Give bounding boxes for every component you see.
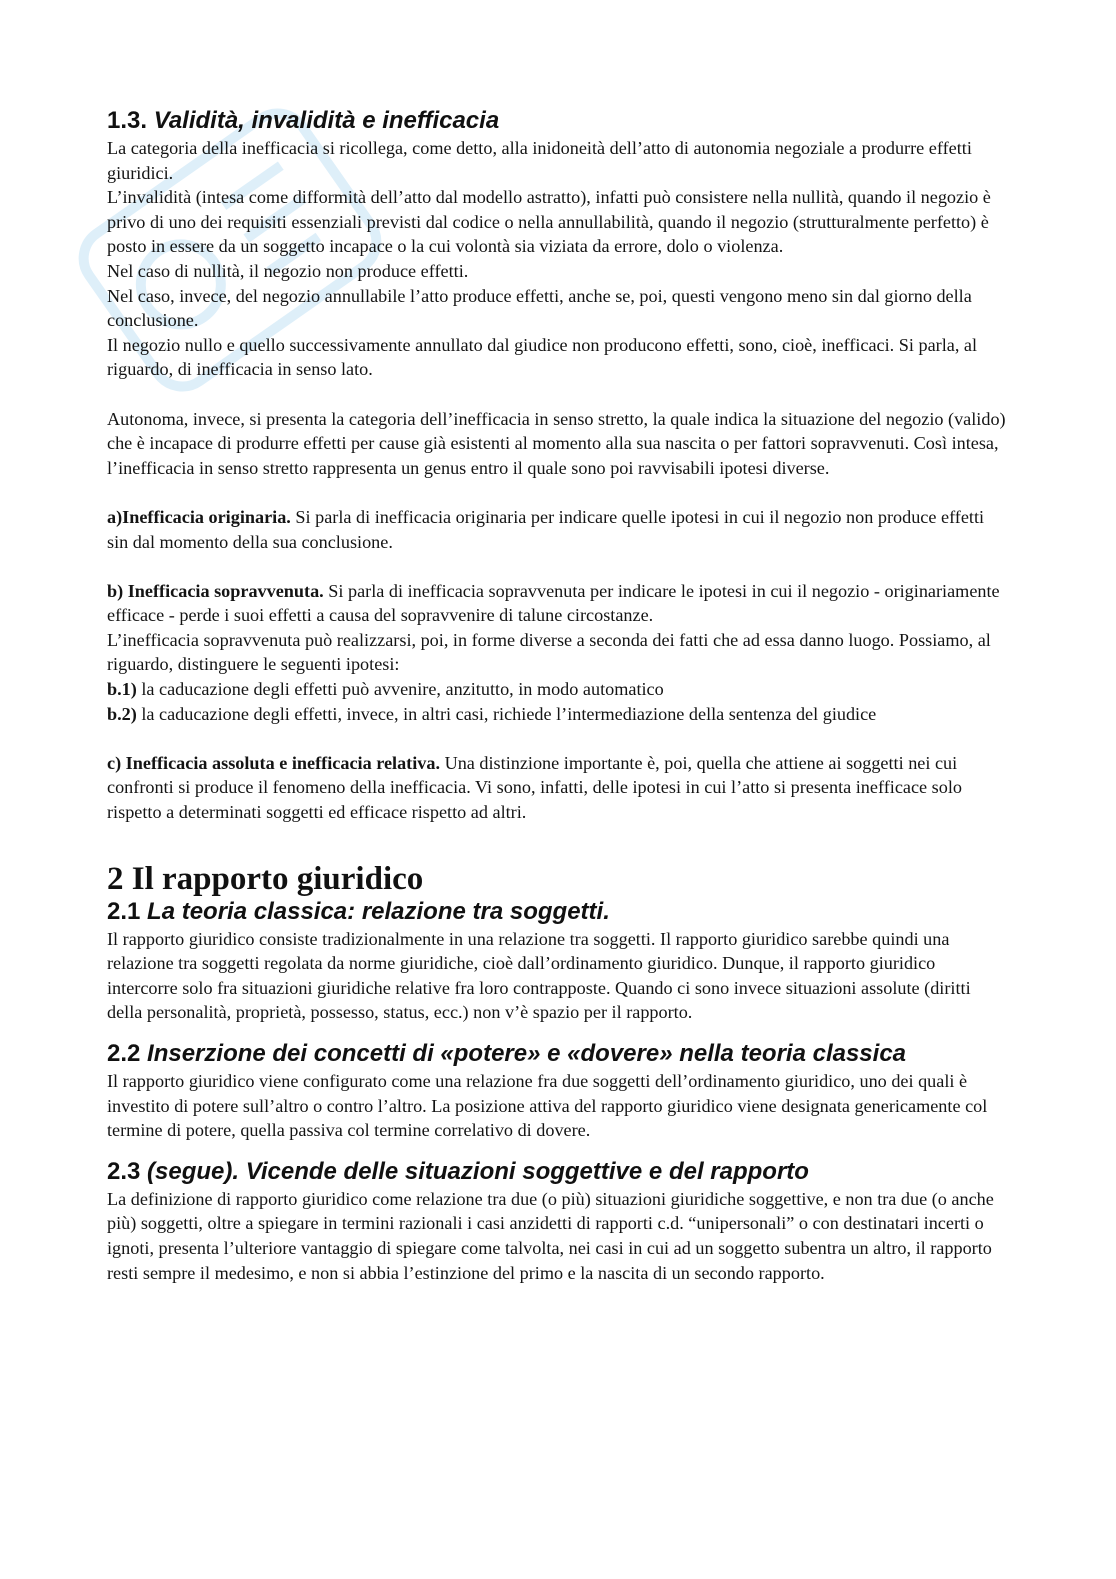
section-1-3-title: 1.3. Validità, invalidità e inefficacia [107,107,500,134]
paragraph: La definizione di rapporto giuridico come relazione tra due (o più) situazioni giuridiche soggettive, e non tra due (o anche più) soggetti, oltre a spiegare in termini razionali i casi anzidetti di rapporti c.d. “unipersonali” o con destinatari incerti o ignoti, presenta l’ulteriore vantaggio di spiegare come talvolta, nei casi in cui ad un soggetto subentra un altro, il rapporto resti sempre il medesimo, e non si abbia l’estinzione del primo e la nascita di un secondo rapporto. [107,1188,994,1283]
section-2-1-title: 2.1 La teoria classica: relazione tra soggetti. [107,897,610,925]
paragraph: Nel caso di nullità, il negozio non produce effetti. [107,260,469,281]
paragraph: Il rapporto giuridico consiste tradizionalmente in una relazione tra soggetti. Il rapporto giuridico sarebbe quindi una relazione tra soggetti regolata da norme giuridiche, cioè dall’ordinamento giuridico. Dunque, il rapporto giuridico intercorre solo fra situazioni giuridiche relative fra loro contrapposte. Quando ci sono invece situazioni assolute (diritti della personalità, proprietà, possesso, status, ecc.) non v’è spazio per il rapporto. [107,928,971,1023]
paragraph: La categoria della inefficacia si ricollega, come detto, alla inidoneità dell’atto di autonomia negoziale a produrre effetti giuridici. [107,138,972,183]
paragraph: Il negozio nullo e quello successivamente annullato dal giudice non producono effetti, sono, cioè, inefficaci. Si parla, al riguardo, di inefficacia in senso lato. [107,334,978,380]
list-item-a: a)Inefficacia originaria. Si parla di inefficacia originaria per indicare quelle ipotesi in cui il negozio non produce effetti sin dal momento della sua conclusione. [107,506,985,552]
paragraph: L’inefficacia sopravvenuta può realizzarsi, poi, in forme diverse a seconda dei fatti che ad essa danno luogo. Possiamo, al riguardo, distinguere le seguenti ipotesi: [107,629,991,675]
list-item-b: b) Inefficacia sopravvenuta. Si parla di inefficacia sopravvenuta per indicare le ipotesi in cui il negozio - originariamente efficace - perde i suoi effetti a causa del sopravvenire di talune circostanze. [107,580,1000,626]
paragraph: Autonoma, invece, si presenta la categoria dell’inefficacia in senso stretto, la quale indica la situazione del negozio (valido) che è incapace di produrre effetti per cause già esistenti al momento alla sua nascita o per fattori sopravvenuti. Così intesa, l’inefficacia in senso stretto rappresenta un genus entro il quale sono poi ravvisabili ipotesi diverse. [107,408,1006,478]
paragraph: Nel caso, invece, del negozio annullabile l’atto produce effetti, anche se, poi, questi vengono meno sin dal giorno della conclusione. [107,285,972,331]
section-2-2-title: 2.2 Inserzione dei concetti di «potere» e «dovere» nella teoria classica [107,1040,907,1067]
list-item-c: c) Inefficacia assoluta e inefficacia relativa. Una distinzione importante è, poi, quella che attiene ai soggetti nei cui confronti si produce il fenomeno della inefficacia. Vi sono, infatti, delle ipotesi in cui l’atto si presenta inefficace solo rispetto a determinati soggetti ed efficace rispetto ad altri. [107,752,962,823]
paragraph: Il rapporto giuridico viene configurato come una relazione fra due soggetti dell’ordinamento giuridico, uno dei quali è investito di potere sull’altro o contro l’altro. La posizione attiva del rapporto giuridico viene designata genericamente col termine di potere, quella passiva col termine correlativo di dovere. [107,1071,988,1141]
section-2-3-title: 2.3 (segue). Vicende delle situazioni soggettive e del rapporto [107,1157,809,1185]
chapter-2-title: 2 Il rapporto giuridico [107,860,424,897]
paragraph: L’invalidità (intesa come difformità dell’atto dal modello astratto), infatti può consistere nella nullità, quando il negozio è privo di uno dei requisiti essenziali previsti dal codice o nella annullabilità, quando il negozio (strutturalmente perfetto) è posto in essere da un soggetto incapace o la cui volontà sia viziata da errore, dolo o violenza. [107,187,991,257]
document-page [107,106,1007,1285]
list-item-b2: b.2) la caducazione degli effetti, invece, in altri casi, richiede l’intermediazione della sentenza del giudice [107,703,877,724]
list-item-b1: b.1) la caducazione degli effetti può avvenire, anzitutto, in modo automatico [107,679,664,700]
